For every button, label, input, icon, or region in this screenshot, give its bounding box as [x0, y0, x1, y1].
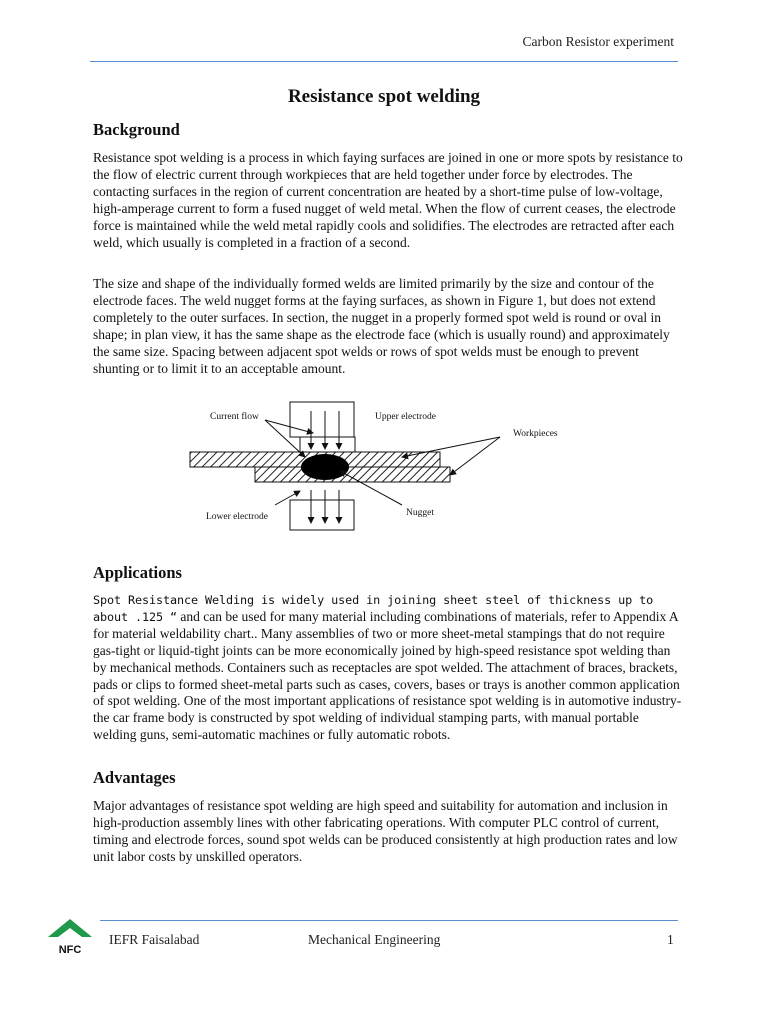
header-title: Carbon Resistor experiment — [522, 34, 674, 49]
label-upper-electrode: Upper electrode — [375, 412, 436, 422]
header-rule — [90, 61, 678, 62]
label-nugget: Nugget — [406, 508, 434, 518]
nugget-shape — [301, 454, 349, 480]
footer-rule — [100, 920, 678, 921]
lower-workpiece — [255, 467, 450, 482]
nfc-logo-icon — [44, 917, 96, 957]
label-workpieces: Workpieces — [513, 429, 558, 439]
upper-electrode-shape — [290, 402, 354, 437]
background-heading: Background — [93, 120, 180, 139]
label-lower-electrode: Lower electrode — [206, 512, 268, 522]
lower-electrode-shape — [290, 500, 354, 530]
footer-department: Mechanical Engineering — [308, 932, 441, 947]
applications-paragraph — [93, 592, 683, 744]
page-title: Resistance spot welding — [287, 86, 481, 107]
page-number: 1 — [667, 932, 674, 947]
footer-organization: IEFR Faisalabad — [109, 932, 200, 947]
spot-welding-figure — [180, 395, 600, 540]
applications-lead-text: Spot Resistance Welding is widely used in joining sheet steel of thickness up to about .125 “ — [93, 593, 654, 624]
label-current-flow: Current flow — [210, 412, 259, 422]
nfc-logo — [44, 917, 96, 957]
applications-heading: Applications — [93, 563, 182, 582]
nfc-logo-text: NFC — [58, 944, 82, 956]
spot-welding-diagram — [180, 395, 600, 540]
applications-body-text: and can be used for many material including combinations of materials, refer to Appendix A for material weldability chart.. Many assemblies of two or more sheet-metal stampings that do not require gas-tight or liquid-tight joints can be more economically joined by high-speed resistance spot welding than by mechanical methods. Containers such as receptacles are spot welded. The attachment of braces, brackets, pads or clips to formed sheet-metal parts such as cases, covers, bases or trays is another common application of spot welding. One of the most important applications of resistance spot welding is in automotive industry-the car frame body is constructed by spot welding of individual stamping parts, with manual portable welding guns, semi-automatic machines or fully automatic robots. — [93, 608, 682, 743]
advantages-heading: Advantages — [93, 768, 176, 787]
background-paragraph-1: Resistance spot welding is a process in which faying surfaces are joined in one or more spots by resistance to the flow of electric current through workpieces that are held together under force by electrodes. The contacting surfaces in the region of current concentration are heated by a short-time pulse of low-voltage, high-amperage current to form a fused nugget of weld metal. When the flow of current ceases, the electrode force is maintained while the weld metal rapidly cools and solidifies. The electrodes are retracted after each weld, which usually is completed in a fraction of a second. — [93, 150, 683, 250]
advantages-paragraph: Major advantages of resistance spot welding are high speed and suitability for automation and inclusion in high-production assembly lines with other fabricating operations. With computer PLC control of current, timing and electrode forces, sound spot welds can be produced consistently at high production rates and low unit labor costs by unskilled operators. — [93, 798, 678, 864]
background-paragraph-2: The size and shape of the individually formed welds are limited primarily by the size and contour of the electrode faces. The weld nugget forms at the faying surfaces, as shown in Figure 1, but does not extend completely to the outer surfaces. In section, the nugget in a properly formed spot weld is round or oval in shape; in plan view, it has the same shape as the electrode face (which is usually round) and approximately the same size. Spacing between adjacent spot welds or rows of spot welds must be enough to prevent shunting or to limit it to an acceptable amount. — [93, 276, 670, 376]
